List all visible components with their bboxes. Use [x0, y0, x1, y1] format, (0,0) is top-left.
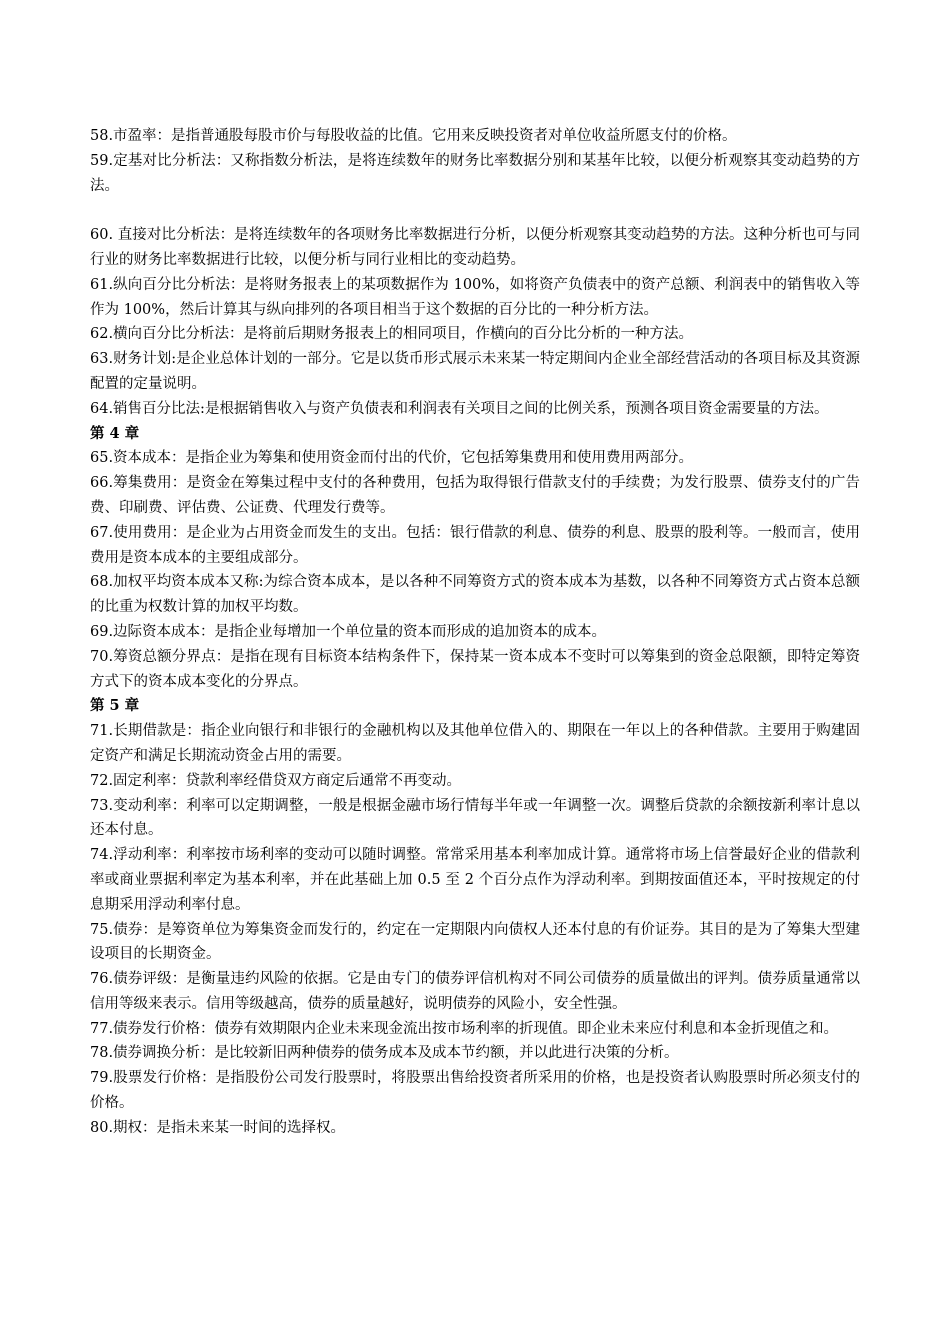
- term-65-cost-of-capital: 65.资本成本：是指企业为筹集和使用资金而付出的代价，它包括筹集费用和使用费用两部分。: [90, 450, 694, 467]
- term-80-option: 80.期权：是指未来某一时间的选择权。: [90, 1119, 346, 1136]
- term-63-financial-plan: 63.财务计划:是企业总体计划的一部分。它是以货币形式展示未来某一特定期间内企业全部经营活动的各项目标及其资源配置的定量说明。: [90, 351, 860, 392]
- chapter-4-heading: 第 4 章: [90, 424, 140, 442]
- term-70-financing-breakpoint: 70.筹资总额分界点：是指在现有目标资本结构条件下，保持某一资本成本不变时可以筹集到的资金总限额，即特定筹资方式下的资本成本变化的分界点。: [90, 648, 860, 690]
- term-74-floating-rate: 74.浮动利率：利率按市场利率的变动可以随时调整。常常采用基本利率加成计算。通常将市场上信誉最好企业的借款利率或商业票据利率定为基本利率，并在此基础上加 0.5 至 2 个百分点作为浮动利率。到期按面值还本，平时按规定的付息期采用浮动利率付息。: [90, 847, 860, 913]
- term-72-fixed-rate: 72.固定利率：贷款利率经借贷双方商定后通常不再变动。: [90, 772, 462, 789]
- term-69-marginal-cost: 69.边际资本成本：是指企业每增加一个单位量的资本而形成的追加资本的成本。: [90, 623, 607, 640]
- term-75-bond: 75.债券：是筹资单位为筹集资金而发行的，约定在一定期限内向债权人还本付息的有价证券。其目的是为了筹集大型建设项目的长期资金。: [90, 921, 860, 963]
- term-73-variable-rate: 73.变动利率：利率可以定期调整，一般是根据金融市场行情每半年或一年调整一次。调整后贷款的余额按新利率计息以还本付息。: [90, 797, 860, 839]
- term-79-stock-issue-price: 79.股票发行价格：是指股份公司发行股票时，将股票出售给投资者所采用的价格，也是投资者认购股票时所必须支付的价格。: [90, 1070, 860, 1112]
- term-78-bond-refunding: 78.债券调换分析：是比较新旧两种债券的债务成本及成本节约额，并以此进行决策的分析。: [90, 1045, 679, 1062]
- term-76-bond-rating: 76.债券评级：是衡量违约风险的依据。它是由专门的债券评信机构对不同公司债券的质量做出的评判。债券质量通常以信用等级来表示。信用等级越高，债券的质量越好，说明债券的风险小，安全性强。: [90, 971, 860, 1012]
- term-66-financing-cost: 66.筹集费用：是资金在筹集过程中支付的各种费用，包括为取得银行借款支付的手续费；为发行股票、债券支付的广告费、印刷费、评估费、公证费、代理发行费等。: [90, 475, 860, 516]
- term-77-bond-issue-price: 77.债券发行价格：债券有效期限内企业未来现金流出按市场利率的折现值。即企业未来应付利息和本金折现值之和。: [90, 1020, 839, 1037]
- term-61-vertical-percentage: 61.纵向百分比分析法：是将财务报表上的某项数据作为 100%，如将资产负债表中的资产总额、利润表中的销售收入等作为 100%，然后计算其与纵向排列的各项目相当于这个数据的百分比的一种分析方法。: [90, 276, 860, 318]
- term-59-fixed-base-comparison: 59.定基对比分析法：又称指数分析法，是将连续数年的财务比率数据分别和某基年比较，以便分析观察其变动趋势的方法。: [90, 152, 860, 194]
- term-71-long-term-loan: 71.长期借款是：指企业向银行和非银行的金融机构以及其他单位借入的、期限在一年以上的各种借款。主要用于购建固定资产和满足长期流动资金占用的需要。: [90, 723, 860, 764]
- document-page: [90, 124, 860, 1141]
- term-67-usage-cost: 67.使用费用：是企业为占用资金而发生的支出。包括：银行借款的利息、债券的利息、股票的股利等。一般而言，使用费用是资本成本的主要组成部分。: [90, 524, 860, 566]
- paragraph-spacer: [90, 198, 860, 223]
- term-58-pe-ratio: 58.市盈率：是指普通股每股市价与每股收益的比值。它用来反映投资者对单位收益所愿支付的价格。: [90, 128, 737, 144]
- term-60-direct-comparison: 60. 直接对比分析法：是将连续数年的各项财务比率数据进行分析，以便分析观察其变动趋势的方法。这种分析也可与同行业的财务比率数据进行比较，以便分析与同行业相比的变动趋势。: [90, 227, 860, 268]
- chapter-5-heading: 第 5 章: [90, 697, 140, 715]
- term-64-sales-percentage: 64.销售百分比法:是根据销售收入与资产负债表和利润表有关项目之间的比例关系，预测各项目资金需要量的方法。: [90, 400, 829, 417]
- term-68-wacc: 68.加权平均资本成本又称:为综合资本成本，是以各种不同筹资方式的资本成本为基数，以各种不同筹资方式占资本总额的比重为权数计算的加权平均数。: [90, 574, 860, 616]
- term-62-horizontal-percentage: 62.横向百分比分析法：是将前后期财务报表上的相同项目，作横向的百分比分析的一种方法。: [90, 326, 694, 343]
